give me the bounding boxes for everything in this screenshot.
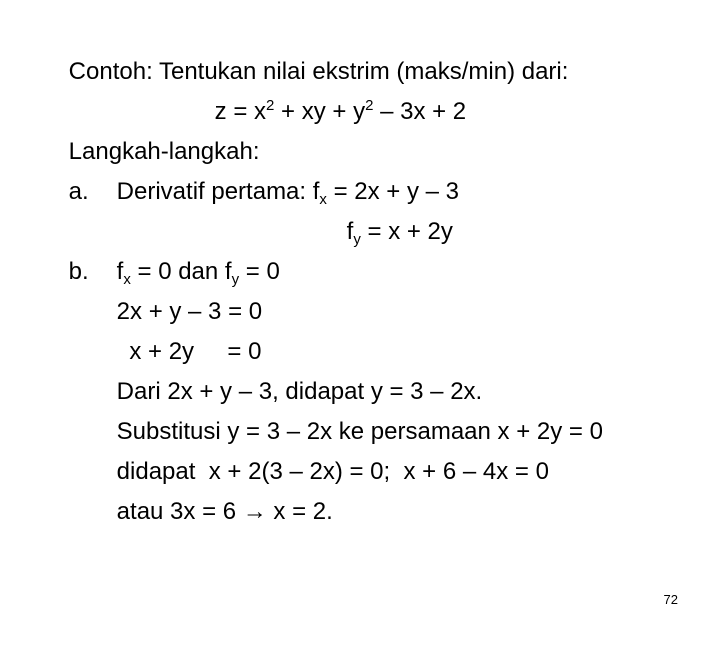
derivation-line-4 [90, 470, 333, 554]
step-a-label [42, 150, 89, 234]
function-suffix: – 3x + 2 [373, 98, 467, 125]
result-end: x = 2. [266, 498, 333, 525]
result-start: atau 3x = 6 [116, 498, 243, 525]
equation-2-text: x + 2y = 0 [122, 338, 262, 365]
cond-end: = 0 [239, 258, 280, 285]
arrow-right-icon: → [242, 498, 267, 525]
steps-heading-text: Langkah-langkah: [68, 138, 260, 165]
function-mid: + xy + y [274, 98, 366, 125]
fx-subscript: x [319, 191, 327, 208]
fy-rest: = x + 2y [360, 218, 453, 245]
equation-1-text: 2x + y – 3 = 0 [116, 298, 263, 325]
step-b-label [42, 230, 89, 314]
exponent-x: 2 [266, 97, 275, 114]
step-b-label-text: b. [68, 258, 89, 285]
exponent-y: 2 [365, 97, 374, 114]
page-number: 72 [663, 592, 678, 607]
cond-subscript-x: x [123, 271, 131, 288]
fy-subscript: y [353, 231, 361, 248]
derivation-line-2-text: Substitusi y = 3 – 2x ke persamaan x + 2y = 0 [116, 418, 603, 445]
fy-prefix: f [346, 218, 354, 245]
derivation-line-1-text: Dari 2x + y – 3, didapat y = 3 – 2x. [116, 378, 483, 405]
cond-subscript-y: y [231, 271, 240, 288]
cond-f1: f [116, 258, 124, 285]
fx-prefix: Derivatif pertama: f [116, 178, 320, 205]
fx-rest: = 2x + y – 3 [326, 178, 459, 205]
title-text: Contoh: Tentukan nilai ekstrim (maks/min) dari: [68, 58, 569, 85]
function-z-prefix: z = x [214, 98, 267, 125]
step-a-label-text: a. [68, 178, 89, 205]
cond-mid: = 0 dan f [130, 258, 232, 285]
derivation-line-3-text: didapat x + 2(3 – 2x) = 0; x + 6 – 4x = 0 [116, 458, 549, 485]
step-a-fy [320, 190, 453, 277]
